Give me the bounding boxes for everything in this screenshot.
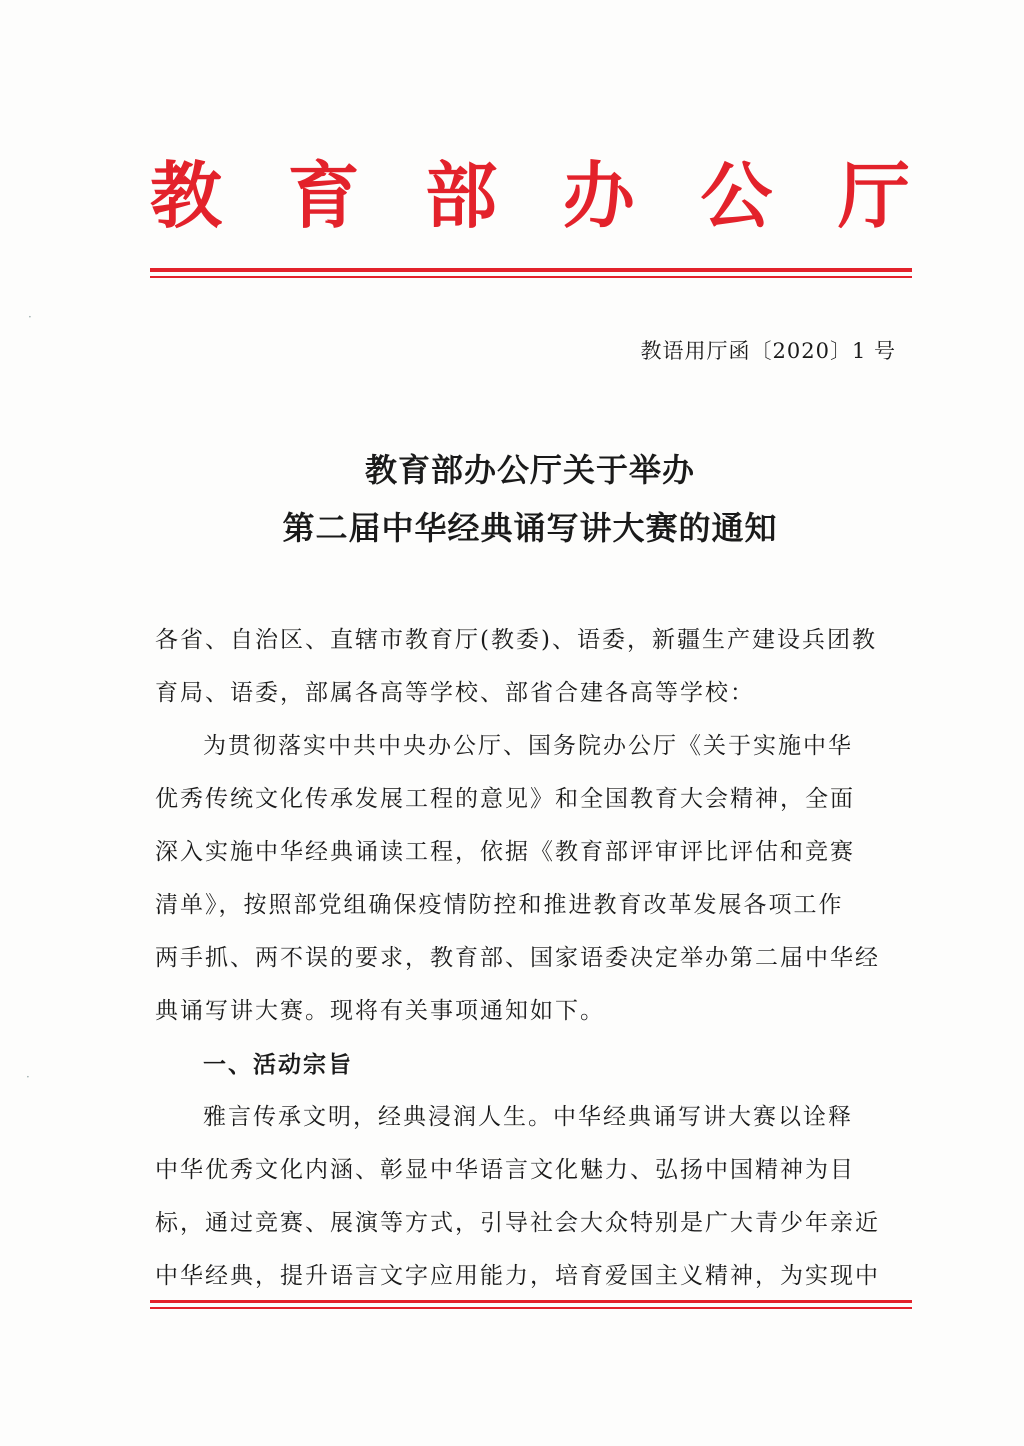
paragraph-line: 优秀传统文化传承发展工程的意见》和全国教育大会精神，全面 — [155, 786, 855, 812]
paragraph-line: 标，通过竞赛、展演等方式，引导社会大众特别是广大青少年亲近 — [155, 1210, 880, 1236]
section-heading: 一、活动宗旨 — [203, 1051, 353, 1078]
document-title-line-2: 第二届中华经典诵写讲大赛的通知 — [282, 509, 778, 547]
paragraph-line: 中华优秀文化内涵、彰显中华语言文化魅力、弘扬中国精神为目 — [155, 1157, 855, 1183]
letterhead-rule-thin — [150, 276, 912, 278]
paragraph-line: 雅言传承文明，经典浸润人生。中华经典诵写讲大赛以诠释 — [203, 1104, 853, 1130]
scan-speck: · — [26, 1070, 30, 1084]
letterhead-rule-thick — [150, 268, 912, 272]
scan-speck: · — [28, 310, 32, 324]
footer-rule-thick — [150, 1300, 912, 1303]
paragraph-line: 典诵写讲大赛。现将有关事项通知如下。 — [155, 998, 605, 1024]
document-body — [155, 614, 905, 1303]
paragraph-line: 深入实施中华经典诵读工程，依据《教育部评审评比评估和竞赛 — [155, 839, 855, 865]
letterhead-char: 部 — [425, 153, 498, 238]
paragraph-line: 两手抓、两不误的要求，教育部、国家语委决定举办第二届中华经 — [155, 945, 880, 971]
document-title-line-1: 教育部办公厅关于举办 — [364, 451, 695, 489]
paragraph-line: 为贯彻落实中共中央办公厅、国务院办公厅《关于实施中华 — [203, 733, 853, 759]
letterhead-char: 公 — [700, 153, 773, 238]
letterhead-char: 育 — [287, 153, 360, 238]
addressee-line: 各省、自治区、直辖市教育厅(教委)、语委，新疆生产建设兵团教 — [155, 627, 877, 653]
letterhead-char: 教 — [150, 153, 223, 238]
paragraph-line: 中华经典，提升语言文字应用能力，培育爱国主义精神，为实现中 — [155, 1263, 880, 1289]
footer-rule-thin — [150, 1307, 912, 1309]
document-number: 教语用厅函〔2020〕1 号 — [640, 339, 896, 363]
letterhead-title — [150, 153, 910, 238]
paragraph-line: 清单》，按照部党组确保疫情防控和推进教育改革发展各项工作 — [155, 892, 844, 918]
letterhead-char: 厅 — [837, 153, 910, 238]
addressee-line: 育局、语委，部属各高等学校、部省合建各高等学校： — [155, 680, 755, 706]
letterhead-char: 办 — [562, 153, 635, 238]
